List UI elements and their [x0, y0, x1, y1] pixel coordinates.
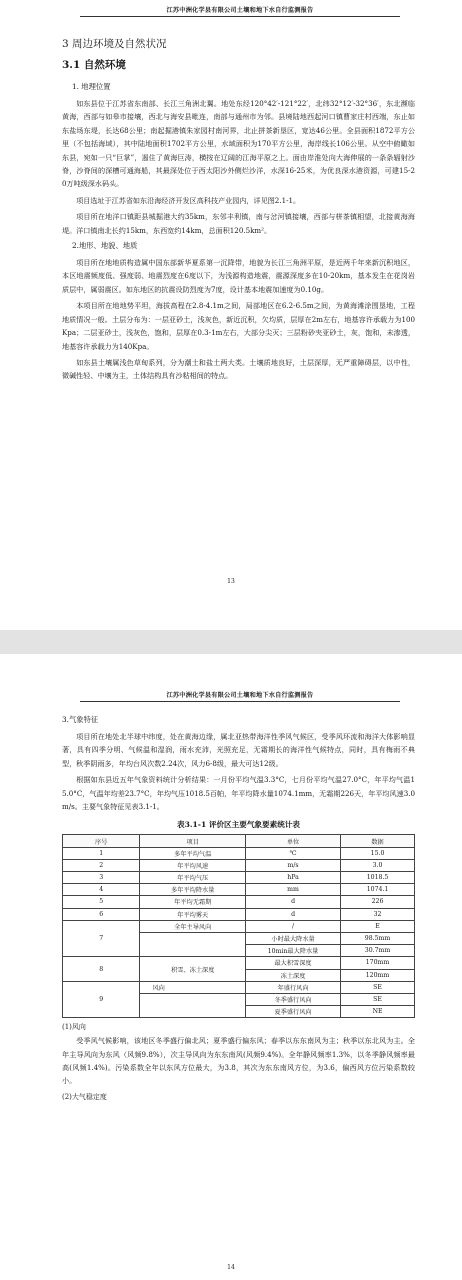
subsection-geography: 1. 地理位置	[72, 82, 111, 91]
cell-unit: 最大积雪深度	[246, 957, 341, 969]
table-header-row	[63, 835, 415, 847]
cell-item: 多年平均气温	[140, 847, 246, 859]
cell-value: 170mm	[341, 957, 415, 969]
cell-value: E	[341, 920, 415, 932]
cell-item: 年平均无霜期	[140, 896, 246, 908]
paragraph-geology: 项目所在地地质构造属中国东部新华夏系第一沉降带，地貌为长江三角洲平原，是近两千年来新沉积地区，本区地震频度低、强度弱、地震烈度在6度以下，为浅源构造地震，震源深度多在10-20km，基本发生在花岗岩质层中，属弱震区。如东地区的抗震设防烈度为7度，设计基本地震加速度为0.10g。	[62, 258, 415, 294]
cell-unit: 冻土深度	[246, 969, 341, 981]
cell-item: 年平均风速	[140, 859, 246, 871]
cell-unit: 夏季盛行风向	[246, 1006, 341, 1018]
cell-value: 1018.5	[341, 872, 415, 884]
cell-value: 226	[341, 896, 415, 908]
cell-value: 3.0	[341, 859, 415, 871]
cell-value: 98.5mm	[341, 932, 415, 944]
chapter-title: 3 周边环境及自然状况	[62, 38, 167, 50]
page-number: 13	[227, 578, 235, 585]
cell-no: 1	[63, 847, 140, 859]
heading-atmospheric-stability: (2)大气稳定度	[62, 1092, 107, 1101]
cell-item: 多年平均降水量	[140, 884, 246, 896]
cell-value: 32	[341, 908, 415, 920]
table-title: 表3.1-1 评价区主要气象要素统计表	[176, 820, 300, 830]
header-unit: 单位	[246, 835, 341, 847]
page-number: 14	[227, 1264, 235, 1271]
paragraph-climate: 项目所在地处北半球中纬度，处在黄海边缘，属北亚热带海洋性季风气候区，受季风环流和海洋大体影响显著，具有四季分明、气候温和湿润，雨水充沛，光照充足，无霜期长的海洋性气候特点，同时，具有梅雨不典型，秋季阴雨多，年均台风次数2.24次，风力6-8级，最大可达12级。	[62, 732, 415, 768]
cell-item: 风向	[140, 981, 246, 993]
cell-no: 2	[63, 859, 140, 871]
cell-unit: d	[246, 896, 341, 908]
running-header: 江苏中洲化学县有限公司土壤和地下水自行监测报告	[80, 690, 400, 702]
cell-unit: d	[246, 908, 341, 920]
weather-table	[62, 834, 415, 1018]
cell-value: 15.0	[341, 847, 415, 859]
cell-value: NE	[341, 1006, 415, 1018]
cell-item-empty	[140, 993, 246, 1017]
section-title: 3.1 自然环境	[62, 59, 126, 71]
subsection-terrain: 2.地形、地貌、地质	[72, 241, 138, 251]
table-row	[63, 957, 415, 969]
cell-item-empty	[140, 932, 246, 956]
cell-unit: /	[246, 920, 341, 932]
running-header: 江苏中洲化学县有限公司土壤和地下水自行监测报告	[80, 5, 400, 17]
cell-value: SE	[341, 981, 415, 993]
page-13	[0, 0, 462, 630]
table-row	[63, 884, 415, 896]
paragraph-wind: 受季风气候影响，该地区冬季盛行偏北风；夏季盛行偏东风；春季以东东南风为主；秋季以东北风为主。全年主导风向为东风（风频9.8%），次主导风向为东东南风(风频9.4%)。全年静风频率1.3%，以冬季静风频率最高(风频1.4%)。污染系数全年以东风方位最大，为3.8，其次为东东南风方位，为3.6，偏西风方位污染系数较小。	[62, 1036, 415, 1086]
paragraph-soil-layers: 本项目所在地地势平坦，海拔高程在2.8-4.1m之间，局部地区在6.2-6.5m之间，为黄海滩涂围垦地，工程地质情况一般。土层分布为：一层亚砂土，浅灰色，新近沉积，欠均质，层厚在2m左右，地基容许承载力为100Kpa；二层亚砂土，浅灰色，饱和，层厚在0.3-1m左右，大部分尖灭；三层粉砂夹亚砂土，灰，饱和，未渗透，地基容许承载力为140Kpa。	[62, 301, 415, 351]
table-row	[63, 920, 415, 932]
cell-item: 年平均雾天	[140, 908, 246, 920]
subsection-climate: 3.气象特征	[62, 715, 99, 724]
paragraph-soil-type: 如东县土壤属浅色草甸系列，分为潮土和盐土两大类。土壤质地良好，土层深厚，无严重障碍层，以中性，微碱性轻、中壤为主，土体结构具有沙粘相间的特点。	[62, 357, 415, 381]
cell-unit: ℃	[246, 847, 341, 859]
cell-unit: 年盛行风向	[246, 981, 341, 993]
cell-no: 4	[63, 884, 140, 896]
cell-item: 年平均气压	[140, 872, 246, 884]
cell-unit: mm	[246, 884, 341, 896]
cell-unit: 冬季盛行风向	[246, 993, 341, 1005]
header-item: 项目	[140, 835, 246, 847]
table-row	[63, 872, 415, 884]
paragraph-statistics: 根据如东县近五年气象资料统计分析结果：一月份平均气温3.3°C，七月份平均气温27.0°C，年平均气温15.0°C，气温年均差23.7°C，年均气压1018.5百帕，年平均降水量1074.1mm，无霜期226天，年平均风速3.0m/s。主要气象特征见表3.1-1。	[62, 775, 415, 812]
paragraph-town: 项目所在地洋口镇距县城掘港大约35km，东邻丰利镇，南与岔河镇接壤，西部与栟茶镇相望，北接黄海海堤。洋口镇南北长约15km，东西宽约14km，总面积120.5km²。	[62, 212, 415, 235]
cell-no: 5	[63, 896, 140, 908]
cell-unit: m/s	[246, 859, 341, 871]
cell-value: 120mm	[341, 969, 415, 981]
cell-value: 30.7mm	[341, 945, 415, 957]
table-row	[63, 981, 415, 993]
cell-unit: hPa	[246, 872, 341, 884]
page-14-content	[62, 714, 415, 1104]
page-13-content	[62, 36, 415, 386]
header-value: 数据	[341, 835, 415, 847]
cell-no: 8	[63, 957, 140, 981]
cell-no: 7	[63, 920, 140, 957]
header-no: 序号	[63, 835, 140, 847]
cell-item: 全年主导风向	[140, 920, 246, 932]
table-row	[63, 908, 415, 920]
cell-unit: 10min最大降水量	[246, 945, 341, 957]
paragraph-location: 如东县位于江苏省东南部、长江三角洲北翼。地处东经120°42′-121°22′，北纬32°12′-32°36′，东北濒临黄海，西部与如皋市接壤，西北与海安县毗连，南部与通州市为邻。县境陆地西起河口镇曹家庄村西端，东止如东盐场东堤，长达68公里；南起掘港镇朱家园村南河界，北止拼茶新垦区，宽达46公里。全县面积1872平方公里（不包括海域），其中陆地面积1702平方公里，水域面积为170平方公里，海岸线长106公里。从空中俯瞰如东县，宛如一只“巨掌”，遏住了黄海巨涛，横按在辽阔的江海平原之上。面由岸淮处向大海伸展的一条条辐射沙脊，沙脊间的深槽可通海船，其最深处位于西太阳沙外侧烂沙洋，水深16-25米，为优良深水港资源，可建15-20万吨级深水码头。	[62, 99, 415, 189]
cell-value: SE	[341, 993, 415, 1005]
page-14	[0, 654, 462, 1280]
cell-unit: 小时最大降水量	[246, 932, 341, 944]
cell-no: 6	[63, 908, 140, 920]
table-row	[63, 896, 415, 908]
table-row	[63, 847, 415, 859]
cell-no: 3	[63, 872, 140, 884]
cell-value: 1074.1	[341, 884, 415, 896]
cell-no: 9	[63, 981, 140, 1018]
heading-wind-direction: (1)风向	[62, 1023, 86, 1032]
paragraph-site: 项目选址于江苏省如东沿海经济开发区高科技产业园内，详见图2.1-1。	[76, 195, 301, 205]
cell-item: 积雪、冻土深度	[140, 957, 246, 981]
table-row	[63, 859, 415, 871]
